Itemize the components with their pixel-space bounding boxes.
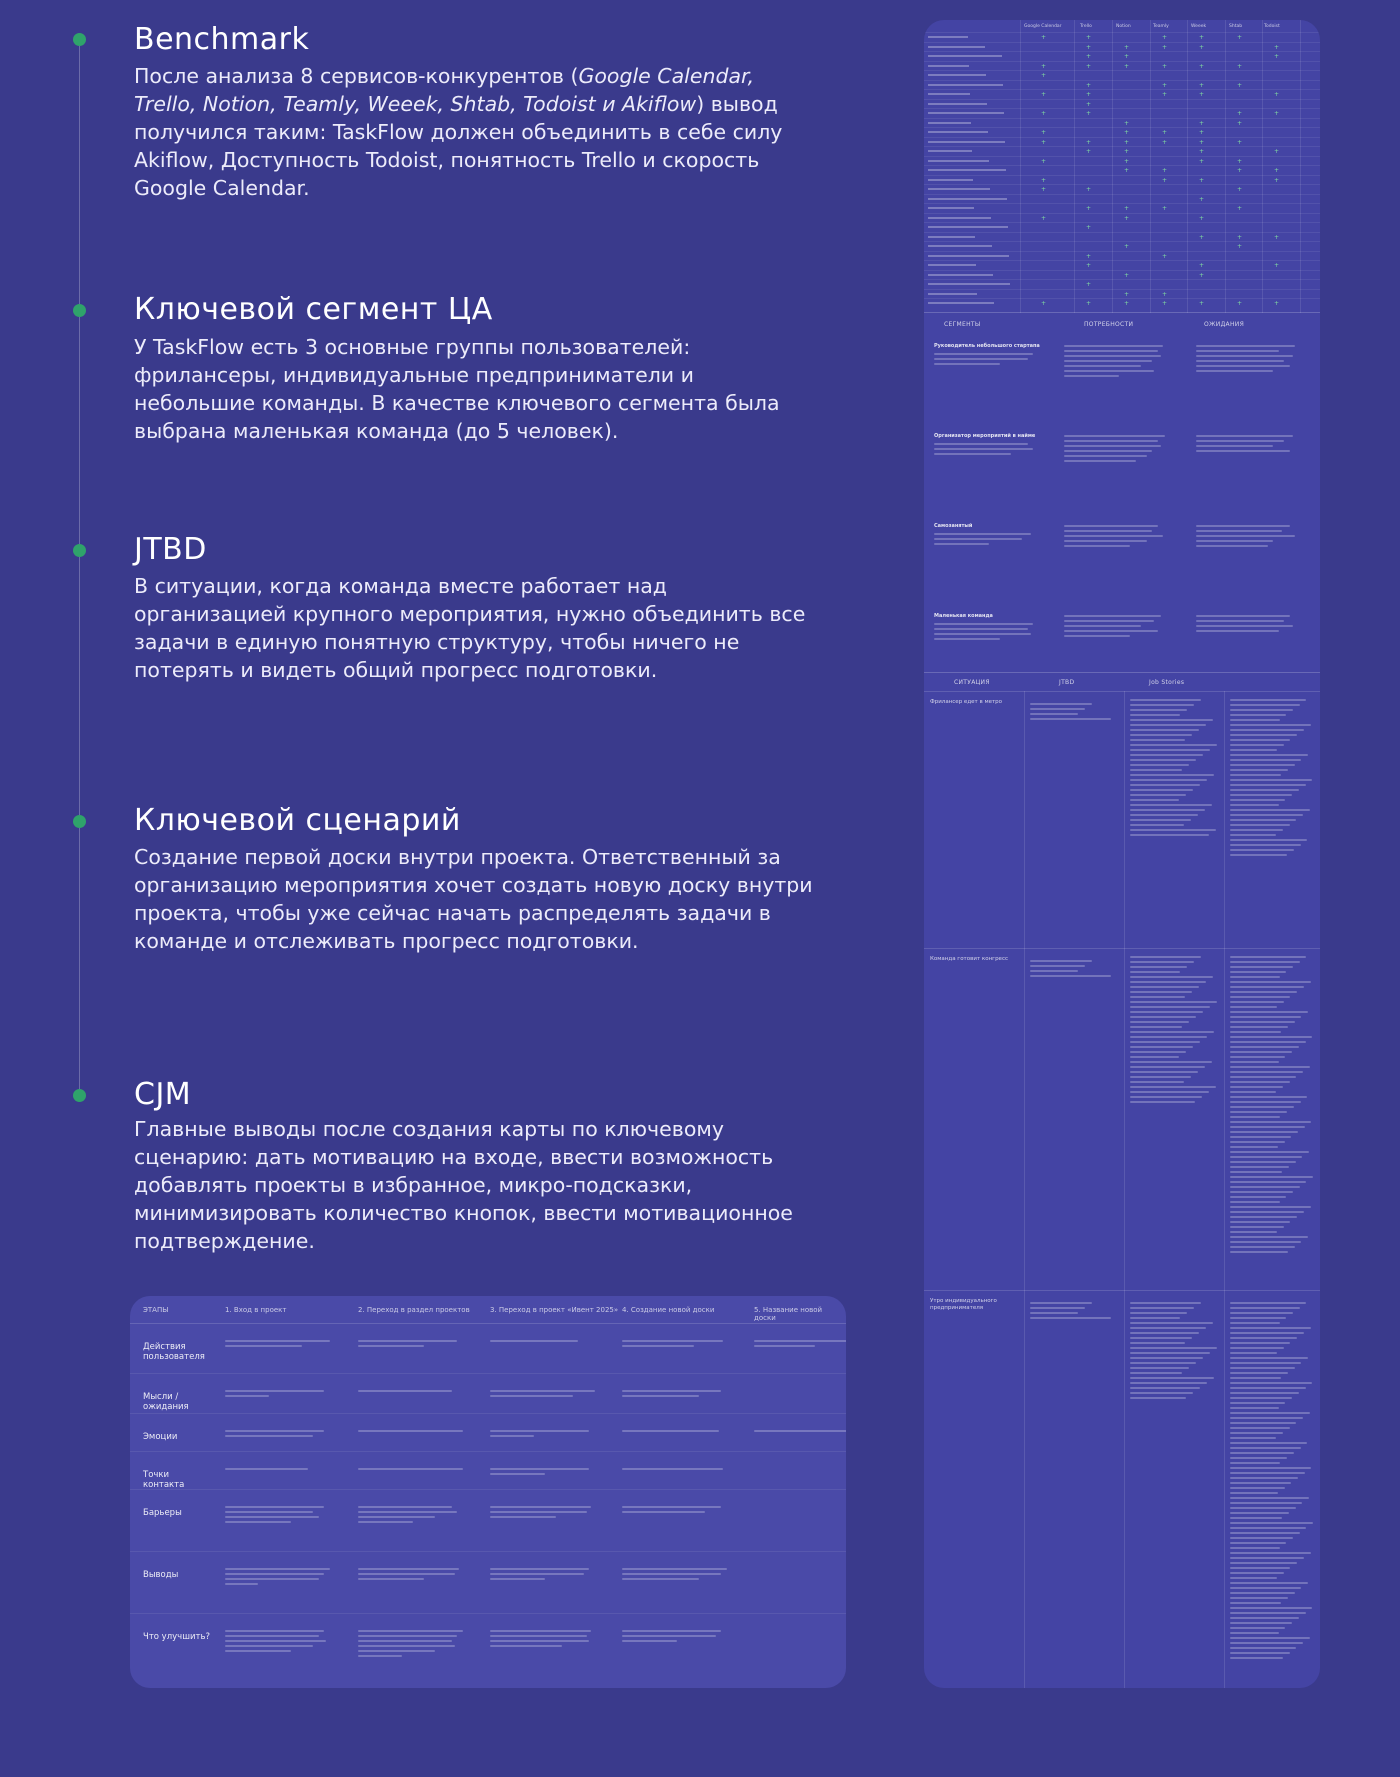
benchmark-feature [928,122,971,124]
benchmark-feature [928,84,1003,86]
plus-icon: + [1086,110,1092,117]
segments-header-cell: СЕГМЕНТЫ [944,321,981,328]
cjm-stage: 4. Создание новой доски [622,1306,715,1314]
plus-icon: + [1041,138,1047,146]
jtbd-header-cell: JTBD [1059,679,1075,686]
benchmark-feature [928,283,1010,285]
plus-icon: + [1041,300,1047,307]
plus-icon: + [1199,43,1205,51]
benchmark-column: Shtab [1229,24,1243,29]
cjm-row [130,1374,846,1414]
jtbd-text-block [1030,960,1118,980]
plus-icon: + [1162,176,1168,184]
plus-icon: + [1199,233,1205,241]
plus-icon: + [1274,148,1280,155]
plus-icon: + [1199,176,1205,184]
plus-icon: + [1162,300,1168,307]
plus-icon: + [1124,167,1130,174]
jtbd-situation: Команда готовит конгресс [930,956,1008,962]
segment-block [924,433,1320,523]
plus-icon: + [1274,262,1280,269]
section-text: После анализа 8 сервисов-конкурентов (Google Calendar, Trello, Notion, Teamly, Weeek, Shtab, Todoist и Akiflow) вывод получился таким: TaskFlow должен объединить в себе силу Akiflow, Доступность Todoist, понятность Trello и скорость Google Calendar. [134,64,783,200]
plus-icon: + [1041,72,1047,79]
benchmark-feature [928,245,992,247]
plus-icon: + [1162,167,1168,174]
benchmark-feature [928,36,968,38]
plus-icon: + [1124,119,1130,127]
benchmark-column: Google Calendar [1024,24,1062,29]
segment-name: Самозанятый [934,523,973,529]
plus-icon: + [1086,34,1092,41]
plus-icon: + [1162,129,1168,136]
plus-icon: + [1237,233,1243,241]
benchmark-feature [928,150,972,152]
jtbd-text-block [1030,1302,1118,1322]
section-text: Главные выводы после создания карты по ключевому сценарию: дать мотивацию на входе, ввести возможность добавлять проекты в избранное, микро-подсказки, минимизировать количество кнопок, ввести мотивационное подтверждение. [134,1117,793,1253]
benchmark-feature [928,236,975,238]
plus-icon: + [1162,252,1168,260]
plus-icon: + [1237,300,1243,307]
benchmark-feature [928,274,993,276]
plus-icon: + [1162,62,1168,70]
plus-icon: + [1199,62,1205,70]
jtbd-text-block [1230,1302,1314,1662]
plus-icon: + [1086,43,1092,51]
timeline-dot [73,815,86,828]
segment-block [924,523,1320,613]
plus-icon: + [1162,205,1168,212]
plus-icon: + [1274,53,1280,60]
benchmark-feature [928,198,1007,200]
benchmark-feature [928,74,986,76]
plus-icon: + [1274,176,1280,184]
segment-block [924,343,1320,433]
timeline-dot [73,304,86,317]
plus-icon: + [1237,110,1243,117]
plus-icon: + [1237,157,1243,165]
cjm-row [130,1490,846,1552]
plus-icon: + [1162,43,1168,51]
plus-icon: + [1041,34,1047,41]
benchmark-feature [928,160,989,162]
plus-icon: + [1124,157,1130,165]
benchmark-feature [928,293,977,295]
benchmark-feature [928,302,994,304]
jtbd-text-block [1130,956,1218,1106]
plus-icon: + [1124,129,1130,136]
plus-icon: + [1237,205,1243,212]
cjm-row [130,1614,846,1688]
plus-icon: + [1199,195,1205,203]
plus-icon: + [1086,224,1092,231]
plus-icon: + [1124,148,1130,155]
section-text: У TaskFlow есть 3 основные группы пользователей: фрилансеры, индивидуальные предприниматели и небольшие команды. В качестве ключевого сегмента была выбрана маленькая команда (до 5 человек). [134,335,780,443]
cjm-row-label: Точки контакта [143,1470,185,1490]
benchmark-row [924,298,1320,309]
plus-icon: + [1162,290,1168,298]
plus-icon: + [1199,81,1205,89]
plus-icon: + [1124,62,1130,70]
plus-icon: + [1041,62,1047,70]
jtbd-header-cell: СИТУАЦИЯ [954,679,990,686]
jtbd-text-block [1130,699,1218,839]
timeline-dot [73,1089,86,1102]
jtbd-header-cell: Job Stories [1149,679,1185,686]
plus-icon: + [1162,138,1168,146]
plus-icon: + [1086,100,1092,108]
plus-icon: + [1086,205,1092,212]
plus-icon: + [1237,62,1243,70]
plus-icon: + [1274,110,1280,117]
section-title: JTBD [134,532,207,567]
plus-icon: + [1274,233,1280,241]
cjm-stage: 2. Переход в раздел проектов [358,1306,470,1314]
plus-icon: + [1274,300,1280,307]
benchmark-feature [928,179,973,181]
segments-header-cell: ПОТРЕБНОСТИ [1084,321,1134,328]
benchmark-header [924,20,1320,32]
plus-icon: + [1124,290,1130,298]
segments-table [924,313,1320,673]
research-tables-panel [924,20,1320,1688]
plus-icon: + [1041,91,1047,98]
benchmark-column: Todoist [1264,24,1280,29]
plus-icon: + [1237,138,1243,146]
plus-icon: + [1199,214,1205,222]
benchmark-feature [928,169,1006,171]
segments-header-cell: ОЖИДАНИЯ [1204,321,1245,328]
plus-icon: + [1237,119,1243,127]
plus-icon: + [1237,243,1243,250]
cjm-row-label: Действия пользователя [143,1342,205,1362]
benchmark-column: Weeek [1191,24,1207,29]
benchmark-feature [928,103,987,105]
plus-icon: + [1199,129,1205,136]
cjm-header [130,1296,846,1324]
plus-icon: + [1086,62,1092,70]
plus-icon: + [1086,91,1092,98]
plus-icon: + [1237,167,1243,174]
benchmark-feature [928,112,1004,114]
benchmark-feature [928,46,985,48]
segment-name: Маленькая команда [934,613,993,619]
timeline-dot [73,33,86,46]
plus-icon: + [1086,81,1092,89]
benchmark-table [924,20,1320,313]
plus-icon: + [1199,300,1205,307]
jtbd-text-block [1130,1302,1218,1402]
plus-icon: + [1124,43,1130,51]
plus-icon: + [1041,214,1047,222]
plus-icon: + [1086,53,1092,60]
plus-icon: + [1199,157,1205,165]
jtbd-situation: Утро индивидуального предпринимателя [930,1298,997,1311]
benchmark-feature [928,264,976,266]
benchmark-feature [928,188,990,190]
jtbd-text-block [1230,699,1314,859]
benchmark-feature [928,93,970,95]
plus-icon: + [1086,138,1092,146]
jtbd-text-block [1230,956,1314,1256]
cjm-board [130,1296,846,1688]
plus-icon: + [1237,186,1243,193]
section-text: В ситуации, когда команда вместе работает над организацией крупного мероприятия, нужно объединить все задачи в единую понятную структуру, чтобы ничего не потерять и видеть общий прогресс подготовки. [134,574,806,682]
plus-icon: + [1199,148,1205,155]
plus-icon: + [1041,157,1047,165]
plus-icon: + [1124,271,1130,279]
jtbd-situation: Фрилансер едет в метро [930,699,1003,705]
plus-icon: + [1124,214,1130,222]
cjm-row [130,1452,846,1490]
plus-icon: + [1086,186,1092,193]
benchmark-column: Trello [1080,24,1092,29]
cjm-row-label: Барьеры [143,1508,182,1518]
plus-icon: + [1041,110,1047,117]
benchmark-feature [928,55,1002,57]
plus-icon: + [1199,91,1205,98]
section-title: CJM [134,1077,192,1112]
plus-icon: + [1086,281,1092,288]
plus-icon: + [1274,91,1280,98]
plus-icon: + [1124,53,1130,60]
plus-icon: + [1041,186,1047,193]
segment-name: Руководитель небольшого стартапа [934,343,1040,349]
plus-icon: + [1199,262,1205,269]
section-title: Benchmark [134,22,310,57]
plus-icon: + [1274,167,1280,174]
benchmark-column: Notion [1116,24,1131,29]
plus-icon: + [1041,176,1047,184]
plus-icon: + [1162,34,1168,41]
cjm-row [130,1324,846,1374]
cjm-stage: 5. Название новой доски [754,1306,823,1322]
plus-icon: + [1199,34,1205,41]
plus-icon: + [1124,205,1130,212]
plus-icon: + [1086,252,1092,260]
plus-icon: + [1162,91,1168,98]
cjm-row-label: Выводы [143,1570,179,1580]
cjm-row [130,1552,846,1614]
cjm-row-label: Что улучшить? [143,1632,210,1642]
cjm-row-label: Эмоции [143,1432,178,1442]
cjm-row-label: Мысли / ожидания [143,1392,189,1412]
cjm-row [130,1414,846,1452]
plus-icon: + [1086,262,1092,269]
timeline-dot [73,544,86,557]
plus-icon: + [1086,300,1092,307]
plus-icon: + [1237,34,1243,41]
section-title: Ключевой сценарий [134,803,461,838]
benchmark-column: Teamly [1153,24,1169,29]
plus-icon: + [1124,138,1130,146]
benchmark-feature [928,217,991,219]
section-text: Создание первой доски внутри проекта. Ответственный за организацию мероприятия хочет создать новую доску внутри проекта, чтобы уже сейчас начать распределять задачи в команде и отслеживать прогресс подготовки. [134,845,813,953]
plus-icon: + [1124,300,1130,307]
benchmark-feature [928,131,988,133]
benchmark-feature [928,65,969,67]
cjm-stage: 1. Вход в проект [225,1306,287,1314]
plus-icon: + [1199,138,1205,146]
plus-icon: + [1237,81,1243,89]
cjm-header-label: ЭТАПЫ [143,1306,169,1314]
plus-icon: + [1162,81,1168,89]
section-title: Ключевой сегмент ЦА [134,292,493,327]
benchmark-feature [928,207,974,209]
benchmark-feature [928,226,1008,228]
benchmark-feature [928,141,1005,143]
plus-icon: + [1041,129,1047,136]
plus-icon: + [1124,243,1130,250]
segment-name: Организатор мероприятий в найме [934,433,1036,439]
plus-icon: + [1199,271,1205,279]
benchmark-feature [928,255,1009,257]
cjm-stage: 3. Переход в проект «Ивент 2025» [490,1306,619,1314]
timeline-line [79,40,80,1095]
plus-icon: + [1199,119,1205,127]
jtbd-table [924,673,1320,1688]
plus-icon: + [1274,43,1280,51]
jtbd-text-block [1030,703,1118,723]
plus-icon: + [1086,148,1092,155]
